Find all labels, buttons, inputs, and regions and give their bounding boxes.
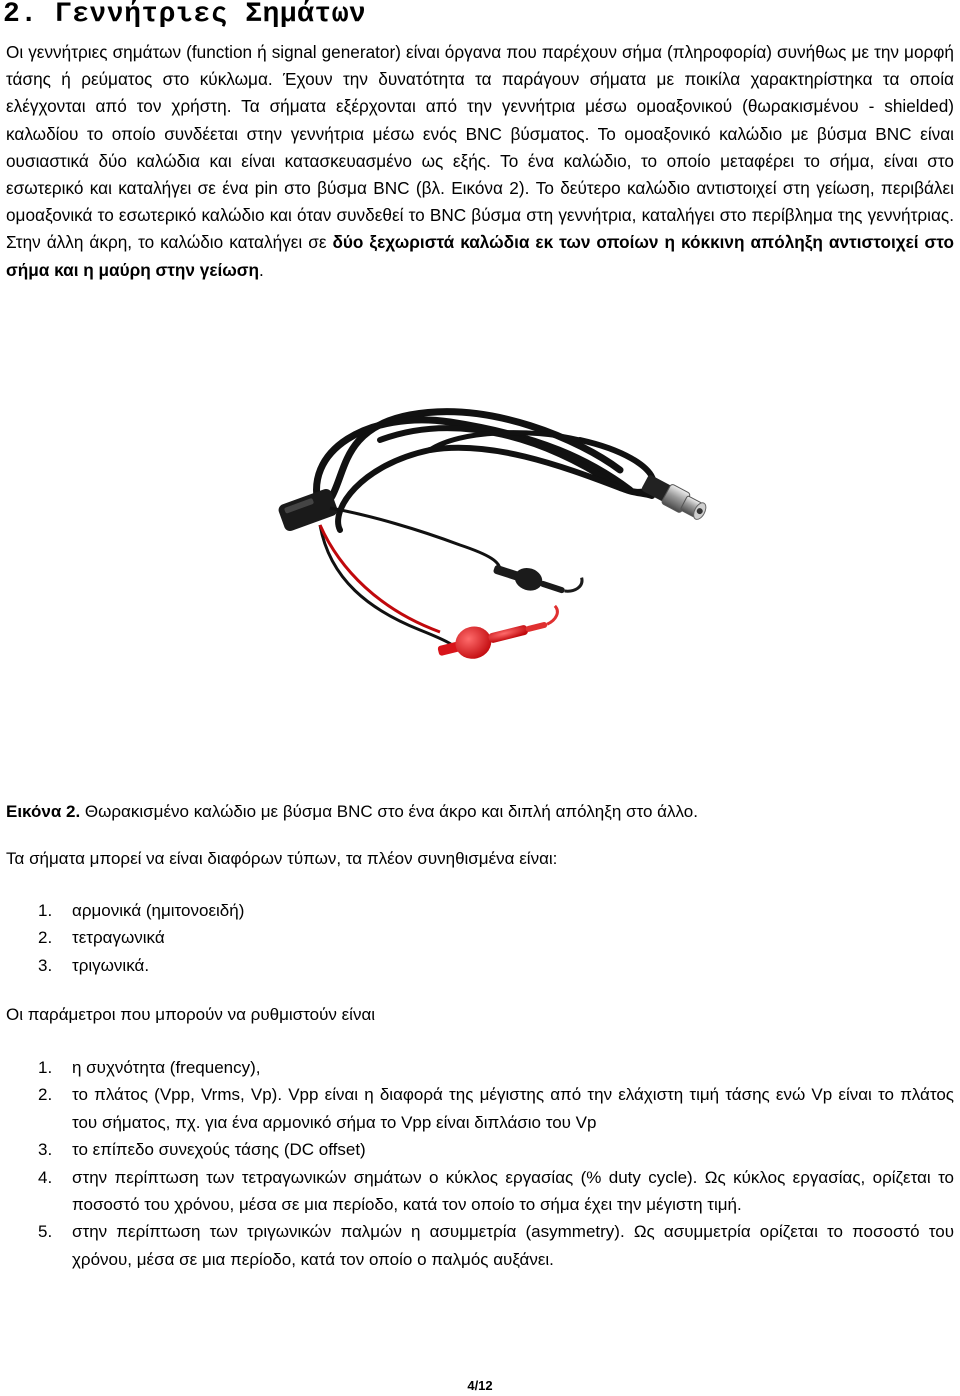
parameters-list [0,1054,954,1273]
black-lead [330,508,500,570]
types-intro: Τα σήματα μπορεί να είναι διαφόρων τύπων, τα πλέον συνηθισμένα είναι: [6,849,558,868]
intro-text: Οι γεννήτριες σημάτων (function ή signal generator) είναι όργανα που παρέχουν σήμα (πληροφορία) συνήθως με την μορφή τάσης ή ρεύματος στο κύκλωμα. Έχουν την δυνατότητα τα παράγουν σήματα με ποικίλα χαρακτηρίστηκα τα οποία ελέγχονται από τον χρήστη. Τα σήματα εξέρχονται από την γεννήτρια μέσω ομοαξονικού (θωρακισμένου - shielded) καλωδίου το οποίο συνδέεται στην γεννήτρια μέσω ενός BNC βύσματος. Το ομοαξονικό καλώδιο με βύσμα BNC είναι ουσιαστικά δύο καλώδια και είναι κατασκευασμένο ως εξής. Το ένα καλώδιο, το οποίο μεταφέρει το σήμα, είναι στο εσωτερικό και καταλήγει σε ένα pin στο βύσμα BNC (βλ. Εικόνα 2). Το δεύτερο καλώδιο αντιστοιχεί στη γείωση, περιβάλει ομοαξονικά το εσωτερικό καλώδιο και όταν συνδεθεί το BNC βύσμα στη γεννήτρια, καταλήγει στο περίβλημα της γεννήτριας. Στην άλλη άκρη, το καλώδιο καταλήγει σε [6,42,954,253]
intro-paragraph [6,39,954,284]
list-item: 2. το πλάτος (Vpp, Vrms, Vp). Vpp είναι η διαφορά της μέγιστης από την ελάχιστη τιμή τάσης ενώ Vp είναι το πλάτος του σήματος, πχ. για ένα αρμονικό σήμα το Vpp είναι διπλάσιο του Vp [38,1085,954,1132]
black-clip [491,551,583,606]
signal-types-list [0,897,954,979]
splitter-box [277,487,339,532]
list-item: 2. τετραγωνικά [38,928,165,948]
list-item: 5. στην περίπτωση των τριγωνικών παλμών η ασυμμετρία (asymmetry). Ως ασυμμετρία ορίζεται το ποσοστό του χρόνου, μέσα σε μια περίοδο, κατά τον οποίο ο παλμός αυξάνει. [38,1222,954,1269]
list-item: 3. τριγωνικά. [38,955,150,975]
bnc-cable-figure [200,370,780,750]
figure-caption [6,800,698,824]
section-heading: 2. Γεννήτριες Σημάτων [3,0,367,30]
list-item: 3. το επίπεδο συνεχούς τάσης (DC offset) [38,1140,366,1160]
caption-label: Εικόνα 2. [6,802,81,821]
list-item: 1. η συχνότητα (frequency), [38,1058,261,1077]
coax-cable [317,412,654,530]
intro-end: . [259,259,264,280]
red-clip [435,606,564,667]
intro-bold-text: δύο ξεχωριστά καλώδια εκ των οποίων η κόκκινη απόληξη αντιστοιχεί στο σήμα και η μαύρη στην γείωση [6,232,954,280]
list-item: 1. αρμονικά (ημιτονοειδή) [38,901,245,920]
params-intro: Οι παράμετροι που μπορούν να ρυθμιστούν είναι [6,1005,376,1024]
page-number: 4/12 [467,1378,493,1393]
caption-text: Θωρακισμένο καλώδιο με βύσμα BNC στο ένα άκρο και διπλή απόληξη στο άλλο. [80,802,698,821]
list-item: 4. στην περίπτωση των τετραγωνικών σημάτων ο κύκλος εργασίας (% duty cycle). Ως κύκλος εργασίας, ορίζεται το ποσοστό του χρόνου, μέσα σε μια περίοδο, κατά τον οποίο το σήμα έχει την μέγιστη τιμή. [38,1167,954,1215]
